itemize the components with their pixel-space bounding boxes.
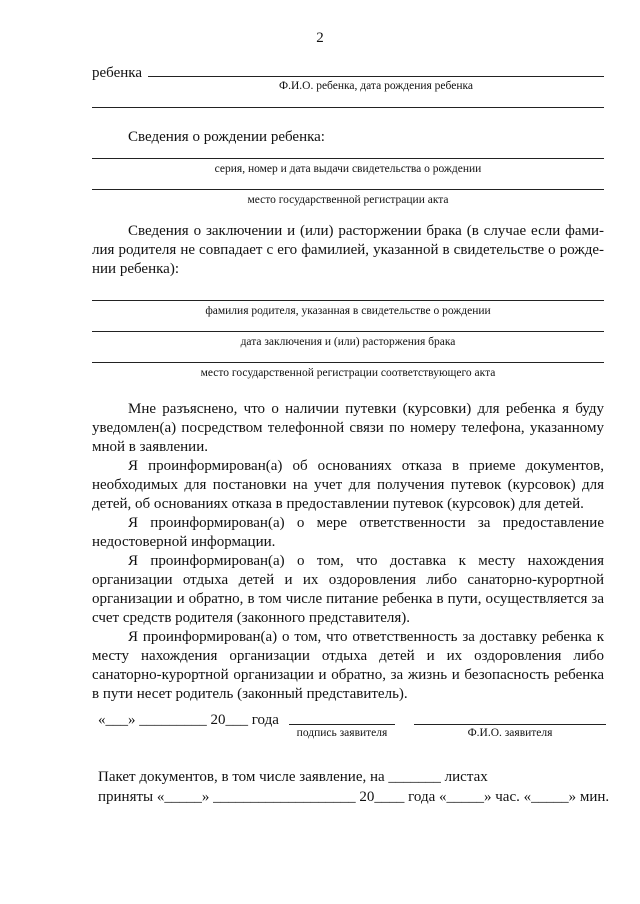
statement-notification: Мне разъяснено, что о наличии путевки (курсовки) для ребенка я буду уведомлен(а) посредством телефонной связи по номеру телефона, указанному мной в заявлении. [92,401,604,455]
marriage-heading-line1: Сведения о заключении и (или) расторжении брака (в случае если фами- [128,223,604,239]
birth-heading: Сведения о рождении ребенка: [128,129,325,145]
parent-surname-line[interactable] [92,300,604,301]
birth-certificate-caption: серия, номер и дата выдачи свидетельства о рождении [214,163,482,175]
statement-refusal-grounds: Я проинформирован(а) об основаниях отказа в приеме документов, необходимых для постановки на учет для получения путевок (курсовок) для детей, об основаниях отказа в предоставлении путевок (курсовок) для детей. [92,458,604,512]
signature-line[interactable] [289,724,395,725]
marriage-heading-line2: лия родителя не совпадает с его фамилией, указанной в свидетельстве о рожде- [92,242,604,258]
child-extra-line[interactable] [92,107,604,108]
marriage-date-caption: дата заключения и (или) расторжения брака [240,336,456,348]
applicant-name-caption: Ф.И.О. заявителя [467,727,553,739]
child-label: ребенка [92,65,142,81]
birth-registration-line[interactable] [92,189,604,190]
marriage-registration-line[interactable] [92,362,604,363]
signature-date[interactable]: «___» _________ 20___ года [98,712,279,728]
statement-responsibility: Я проинформирован(а) о мере ответственности за предоставление недостоверной информации. [92,515,604,550]
statement-delivery-responsibility: Я проинформирован(а) о том, что ответственность за доставку ребенка к месту нахождения организации отдыха детей и их оздоровления либо санаторно-курортной организации и обратно, за жизнь и безопасность ребенка в пути несет родитель (законный представитель). [92,629,604,702]
applicant-name-line[interactable] [414,724,606,725]
statement-delivery-costs: Я проинформирован(а) о том, что доставка к месту нахождения организации отдыха детей и их оздоровления либо санаторно-курортной организации и обратно, в том числе питание ребенка в пути, осуществляется за счет средств родителя (законного представителя). [92,553,604,626]
page-number: 2 [316,30,324,46]
parent-surname-caption: фамилия родителя, указанная в свидетельстве о рождении [205,305,491,317]
package-sheets-line[interactable]: Пакет документов, в том числе заявление, на _______ листах [98,769,488,785]
child-name-line[interactable] [148,76,604,77]
package-received-line[interactable]: приняты «_____» ___________________ 20____ года «_____» час. «_____» мин. [98,789,610,805]
birth-certificate-line[interactable] [92,158,604,159]
birth-registration-caption: место государственной регистрации акта [247,194,449,206]
statements [92,400,604,704]
marriage-registration-caption: место государственной регистрации соответствующего акта [200,367,496,379]
child-name-caption: Ф.И.О. ребенка, дата рождения ребенка [279,80,473,92]
marriage-date-line[interactable] [92,331,604,332]
signature-caption: подпись заявителя [296,727,388,739]
marriage-heading-line3: нии ребенка): [92,261,179,277]
